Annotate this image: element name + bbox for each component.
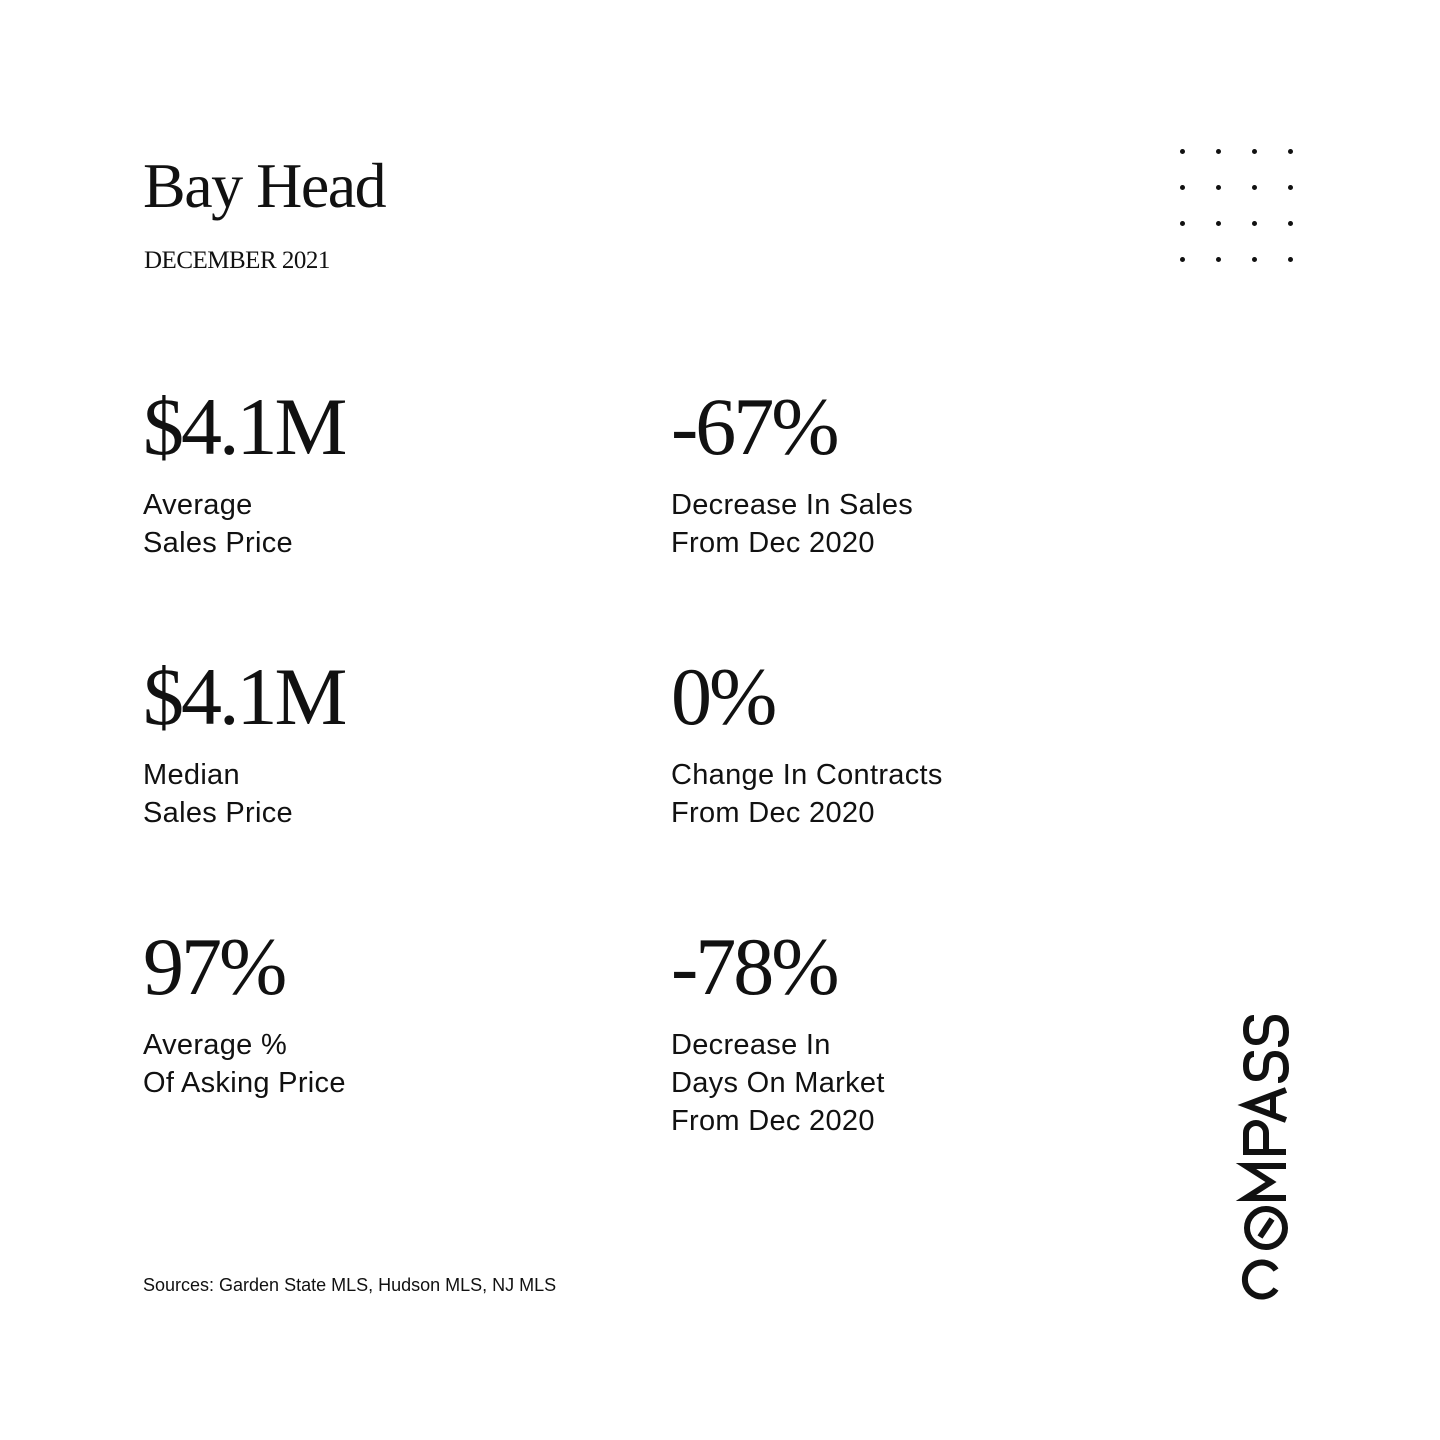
grid-dot xyxy=(1180,257,1185,262)
grid-dot xyxy=(1288,149,1293,154)
grid-dot xyxy=(1288,257,1293,262)
stat-label: Average % Of Asking Price xyxy=(143,1029,346,1099)
grid-dot xyxy=(1252,149,1257,154)
stat-label: Average Sales Price xyxy=(143,489,293,559)
stat-asking-price-percent xyxy=(143,922,623,1102)
grid-dot xyxy=(1252,257,1257,262)
grid-dot xyxy=(1252,221,1257,226)
stat-average-sales-price xyxy=(143,382,623,562)
grid-dot xyxy=(1288,185,1293,190)
grid-dot xyxy=(1216,257,1221,262)
compass-logo xyxy=(1226,950,1306,1300)
stat-label: Median Sales Price xyxy=(143,759,293,829)
stat-label: Decrease In Sales From Dec 2020 xyxy=(671,489,914,559)
stat-value: $4.1M xyxy=(143,381,345,472)
stat-label: Decrease In Days On Market From Dec 2020 xyxy=(671,1029,885,1137)
report-date: DECEMBER 2021 xyxy=(144,247,330,274)
dot-grid-icon xyxy=(1172,141,1300,269)
sources-note: Sources: Garden State MLS, Hudson MLS, NJ MLS xyxy=(143,1275,557,1295)
grid-dot xyxy=(1216,221,1221,226)
grid-dot xyxy=(1252,185,1257,190)
stat-contracts-change xyxy=(671,652,1151,832)
stat-label: Change In Contracts From Dec 2020 xyxy=(671,759,943,829)
stat-value: -67% xyxy=(671,381,837,472)
grid-dot xyxy=(1180,185,1185,190)
stat-value: 97% xyxy=(143,921,285,1012)
stat-value: $4.1M xyxy=(143,651,345,742)
grid-dot xyxy=(1288,221,1293,226)
page-title: Bay Head xyxy=(143,150,386,221)
stat-sales-change xyxy=(671,382,1151,562)
stat-median-sales-price xyxy=(143,652,623,832)
grid-dot xyxy=(1216,185,1221,190)
stat-value: -78% xyxy=(671,921,837,1012)
grid-dot xyxy=(1180,221,1185,226)
grid-dot xyxy=(1180,149,1185,154)
grid-dot xyxy=(1216,149,1221,154)
stat-value: 0% xyxy=(671,651,775,742)
stat-days-on-market-change xyxy=(671,922,1151,1140)
